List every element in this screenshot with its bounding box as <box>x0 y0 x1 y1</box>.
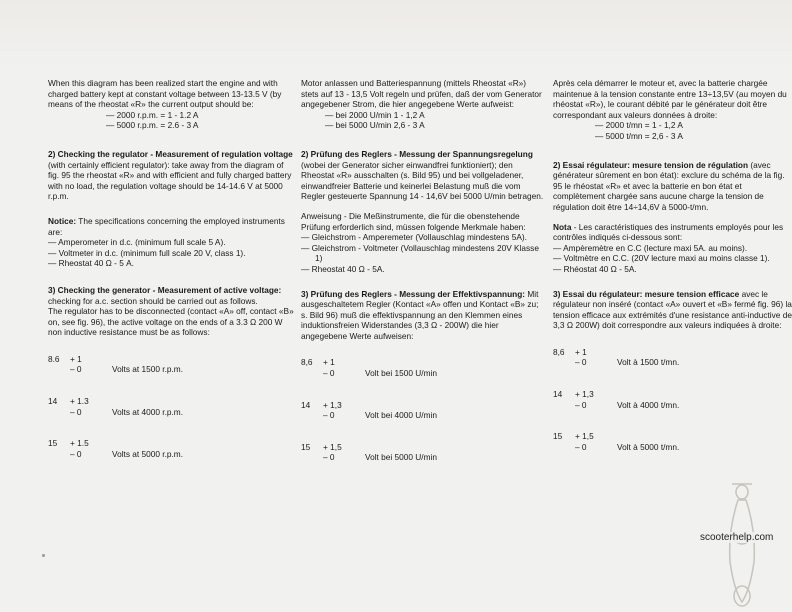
instrument-rheostat: — Rhéostat 40 Ω - 5A. <box>553 263 637 274</box>
table-cell: Volt bei 5000 U/min <box>365 452 437 463</box>
notice-body: - Les caractéristiques des instruments employés pour les contrôles indiqués ci-dessous sont: <box>553 221 784 243</box>
notice <box>48 216 294 237</box>
intro-paragraph <box>553 78 792 142</box>
table-cell: Volts at 4000 r.p.m. <box>112 406 184 417</box>
table-cell: – 0 <box>575 441 587 452</box>
column-english <box>48 78 294 459</box>
speck <box>42 554 45 557</box>
section-3 <box>48 285 294 338</box>
intro-text: Après cela démarrer le moteur et, avec la batterie chargée maintenue à la tension constante entre 13÷13,5V (au moyen du rhéostat «R»), le courant débité par le générateur doit être correspondant aux valeurs données à droite: <box>553 78 787 120</box>
table-cell: + 1,3 <box>575 389 594 400</box>
table-cell: – 0 <box>575 399 587 410</box>
notice <box>301 211 545 232</box>
table-cell: Volt à 1500 t/mn. <box>617 357 680 368</box>
section-2-body: (wobei der Generator sicher einwandfrei funktioniert); den Rheostat «R» ausschalten (s. Bild 95) und bei vollgeladener, einwandfreier Batterie und keinerlei Belastung muß die vom Regler gesteuerte Spannung 14 - 14,6V bei 5000 U/min betragen. <box>301 159 544 202</box>
table-cell: – 0 <box>323 410 335 421</box>
table-cell: + 1.3 <box>70 396 89 407</box>
current-5000-rpm: — bei 5000 U/min 2,6 - 3 A <box>325 120 425 131</box>
instrument-voltmeter: — Gleichstrom - Voltmeter (Vollauschlag mindestens 20V Klasse 1) <box>301 242 539 264</box>
instrument-ammeter: — Gleichstrom - Amperemeter (Vollauschlag mindestens 5A). <box>301 232 527 243</box>
section-2-body: (avec générateur sûrement en bon état): exclure du schéma de la fig. 95 le rhéostat «R» et avec la batterie en bon état et complètement chargée sans aucune charge la tension de régulation doit être 14÷14,6V à 5000-t/mn. <box>553 159 785 212</box>
table-cell: Volts at 5000 r.p.m. <box>112 448 184 459</box>
table-cell: + 1,5 <box>575 431 594 442</box>
section-3 <box>553 289 792 331</box>
table-cell: 14 <box>48 396 58 407</box>
instrument-list <box>553 243 792 275</box>
table-cell: + 1,5 <box>323 441 342 452</box>
intro-text: When this diagram has been realized start the engine and with charged battery kept at constant voltage between 13-13.5 V (by means of the rheostat «R» the current output should be: <box>48 78 282 110</box>
section-3-body: Mit ausgeschaltetem Regler (Kontact «A» offen und Kontact «B» zu; s. Bild 96) muß die effektivspannung an den Klemmen eines induktionsfreien Widerstandes (3,3 Ω - 200W) die hier angegebene Werte aufweisen: <box>301 288 539 341</box>
site-watermark: scooterhelp.com <box>700 532 774 543</box>
instrument-voltmeter: — Voltmeter in d.c. (minimum full scale 20 V, class 1). <box>48 247 246 258</box>
instrument-list <box>301 232 545 274</box>
table-cell: 15 <box>553 431 563 442</box>
column-german <box>301 78 545 463</box>
table-cell: Volts at 1500 r.p.m. <box>112 364 184 375</box>
table-cell: 14 <box>301 399 311 410</box>
column-french <box>553 78 792 452</box>
section-2-heading: 2) Checking the regulator - Measurement of regulation voltage <box>48 148 293 159</box>
instrument-rheostat: — Rheostat 40 Ω - 5 A. <box>48 258 134 269</box>
table-cell: – 0 <box>70 406 82 417</box>
section-3-heading: 3) Prüfung des Reglers - Messung der Effektivspannung: <box>301 288 526 299</box>
section-3-body-2: The regulator has to be disconnected (contact «A» off, contact «B» on, see fig. 96), the active voltage on the ends of a 3.3 Ω 200 W non inductive resistance must be as follows: <box>48 306 294 338</box>
table-cell: 15 <box>301 441 311 452</box>
section-2-heading: 2) Prüfung des Reglers - Messung der Spannungsregelung <box>301 148 533 159</box>
instrument-list <box>48 237 294 269</box>
current-5000-rpm: — 5000 t/mn = 2,6 - 3 A <box>595 130 683 141</box>
table-cell: + 1,3 <box>323 399 342 410</box>
instrument-ammeter: — Amperometer in d.c. (minimum full scale 5 A). <box>48 237 226 248</box>
table-cell: Volt bei 4000 U/min <box>365 410 437 421</box>
current-2000-rpm: — bei 2000 U/min 1 - 1,2 A <box>325 109 425 120</box>
section-2 <box>48 149 294 202</box>
section-3-body: checking for a.c. section should be carried out as follows. <box>48 295 258 306</box>
section-3-heading: 3) Essai du régulateur: mesure tension efficace <box>553 288 740 299</box>
voltage-table <box>301 357 437 463</box>
table-cell: + 1.5 <box>70 438 89 449</box>
voltage-table <box>48 354 183 460</box>
notice-heading: Notice: <box>48 215 77 226</box>
instrument-ammeter: — Ampèremètre en C.C (lecture maxi 5A. au moins). <box>553 242 748 253</box>
section-2 <box>553 160 792 213</box>
table-cell: – 0 <box>323 368 335 379</box>
table-cell: – 0 <box>575 357 587 368</box>
table-cell: – 0 <box>70 448 82 459</box>
table-cell: – 0 <box>323 452 335 463</box>
table-cell: + 1 <box>575 346 587 357</box>
section-3-heading: 3) Checking the generator - Measurement of active voltage: <box>48 284 282 295</box>
table-cell: Volt à 5000 t/mn. <box>617 441 680 452</box>
table-cell: 8,6 <box>301 357 313 368</box>
section-3 <box>301 289 545 342</box>
page-top-shading <box>0 0 792 70</box>
table-cell: + 1 <box>70 353 82 364</box>
section-3-body: avec le régulateur non inséré (contact «A» ouvert et «B» fermé fig. 96) la tension efficace aux extrémités d'une resistance anti-inductive de 3,3 Ω 200W) doit correspondre aux valeurs indiquées à droite: <box>553 288 792 331</box>
section-2 <box>301 149 545 202</box>
current-5000-rpm: — 5000 r.p.m. = 2.6 - 3 A <box>106 120 199 131</box>
table-cell: + 1 <box>323 357 335 368</box>
table-cell: Volt bei 1500 U/min <box>365 368 437 379</box>
notice <box>553 222 792 243</box>
instrument-rheostat: — Rheostat 40 Ω - 5A. <box>301 263 385 274</box>
instrument-voltmeter: — Voltmètre en C.C. (20V lecture maxi au moins classe 1). <box>553 253 770 264</box>
table-cell: Volt à 4000 t/mn. <box>617 399 680 410</box>
table-cell: 15 <box>48 438 58 449</box>
notice-body: Anweisung - Die Meßinstrumente, die für die obenstehende Prüfung erforderlich sind, müssen folgende Merkmale haben: <box>301 210 526 232</box>
table-cell: 8.6 <box>48 353 60 364</box>
table-cell: – 0 <box>70 364 82 375</box>
current-2000-rpm: — 2000 t/mn = 1 - 1,2 A <box>595 120 683 131</box>
intro-paragraph <box>301 78 545 131</box>
notice-body: The specifications concerning the employed instruments are: <box>48 215 285 237</box>
intro-text: Motor anlassen und Batteriespannung (mittels Rheostat «R») stets auf 13 - 13,5 Volt regeln und prüfen, daß der vom Generator angegebener Strom, die hier angegebene Werte aufweist: <box>301 78 542 110</box>
section-2-body: (with certainly efficient regulator): take away from the diagram of fig. 95 the rheostat «R» and with efficient and fully charged battery with no load, the regulation voltage should be 14-14.6 V at 5000 r.p.m. <box>48 159 292 202</box>
current-2000-rpm: — 2000 r.p.m. = 1 - 1.2 A <box>106 109 199 120</box>
table-cell: 8,6 <box>553 346 565 357</box>
voltage-table <box>553 347 679 453</box>
notice-heading: Nota <box>553 221 572 232</box>
intro-paragraph <box>48 78 294 131</box>
table-cell: 14 <box>553 389 563 400</box>
section-2-heading: 2) Essai régulateur: mesure tension de régulation <box>553 159 749 170</box>
